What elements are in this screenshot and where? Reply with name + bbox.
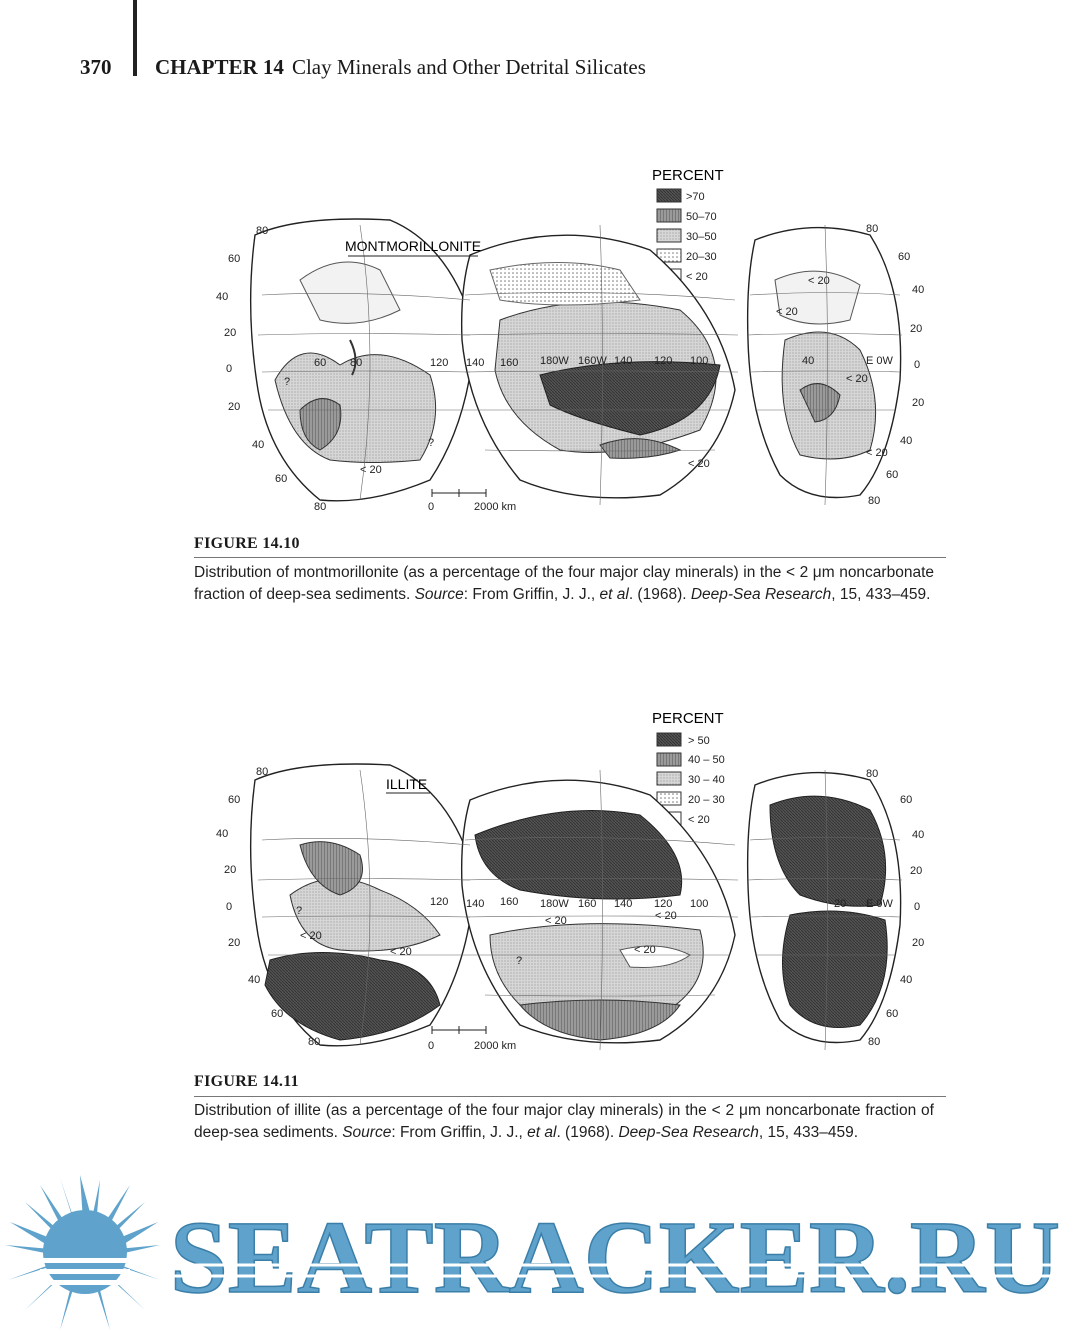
- lat-right-80-s: 80: [868, 495, 881, 507]
- lon-label-60: 60: [314, 357, 327, 369]
- question-mark: ?: [284, 376, 291, 388]
- lon-label-40: 40: [802, 355, 815, 367]
- caption-text: , 15, 433–459.: [758, 1124, 859, 1141]
- lat-left-20-s: 20: [228, 401, 241, 413]
- lat-left-80-n: 80: [256, 225, 269, 237]
- scale-bar: [428, 489, 516, 513]
- lon-label-120: 120: [430, 896, 449, 908]
- lat-left-80-s: 80: [314, 501, 327, 513]
- lat-left-40-s: 40: [248, 974, 261, 986]
- figure-rule: [194, 557, 946, 558]
- legend-label-2: 50–70: [686, 211, 717, 223]
- inline-label: < 20: [866, 447, 888, 459]
- legend-label-5: < 20: [688, 814, 710, 826]
- map-title: ILLITE: [386, 776, 428, 792]
- page-number: 370: [80, 55, 112, 79]
- legend-label-2: 40 – 50: [688, 754, 725, 766]
- map-montmorillonite: [0, 160, 1080, 520]
- scale-zero: 0: [428, 1040, 435, 1052]
- legend-title: PERCENT: [652, 710, 724, 727]
- caption-text: , 15, 433–459.: [831, 586, 931, 603]
- lat-left-40-n: 40: [216, 291, 229, 303]
- figure-montmorillonite: [0, 160, 1080, 640]
- figure-label: FIGURE 14.11: [194, 1073, 299, 1090]
- legend-title: PERCENT: [652, 167, 724, 184]
- caption-text: : From Griffin, J. J.,: [463, 586, 600, 603]
- lat-right-60-n: 60: [898, 251, 911, 263]
- lat-right-80-s: 80: [868, 1036, 881, 1048]
- caption-text: . (1968).: [556, 1124, 619, 1141]
- lat-right-20-s: 20: [912, 397, 925, 409]
- caption-journal: Deep-Sea Research: [618, 1124, 759, 1141]
- legend-swatch-1: [657, 189, 681, 202]
- lat-left-60-n: 60: [228, 253, 241, 265]
- lat-right-60-n: 60: [900, 794, 913, 806]
- lon-label-160: 160: [578, 898, 597, 910]
- lat-right-40-n: 40: [912, 284, 925, 296]
- inline-label: < 20: [655, 910, 677, 922]
- legend-swatch-3: [657, 772, 681, 785]
- lon-label-e0w: E 0W: [866, 355, 893, 367]
- header-rule: [133, 0, 137, 76]
- map-title: MONTMORILLONITE: [345, 238, 482, 254]
- lon-label-e0w: E 0W: [866, 898, 893, 910]
- lon-label-140: 140: [614, 355, 633, 367]
- lat-left-80-n: 80: [256, 766, 269, 778]
- lat-right-20-s: 20: [912, 937, 925, 949]
- lon-label-100: 100: [690, 898, 709, 910]
- figure-rule: [194, 1096, 946, 1097]
- lat-right-60-s: 60: [886, 469, 899, 481]
- scale-bar: [428, 1026, 516, 1052]
- caption-text: Distribution of montmorillonite (as a percentage of the four major clay minerals) in the < 2 μm noncarbonate fraction of deep-sea sediments.: [194, 564, 934, 603]
- lat-left-0: 0: [226, 901, 233, 913]
- lon-label-120: 120: [430, 357, 449, 369]
- lon-label-80: 80: [350, 357, 363, 369]
- lon-label-20: 20: [834, 898, 847, 910]
- sun-icon: [5, 1175, 160, 1330]
- scale-distance: 2000 km: [474, 1040, 517, 1052]
- lat-right-40-n: 40: [912, 829, 925, 841]
- map-illite: [0, 705, 1080, 1065]
- inline-label: < 20: [634, 944, 656, 956]
- inline-label: < 20: [688, 458, 710, 470]
- lat-left-60-s: 60: [275, 473, 288, 485]
- lat-right-0: 0: [914, 901, 921, 913]
- inline-label: < 20: [360, 464, 382, 476]
- lon-label-160w: 160W: [578, 355, 607, 367]
- watermark: [0, 1170, 1080, 1332]
- lat-right-80-n: 80: [866, 223, 879, 235]
- lat-left-20-n: 20: [224, 864, 237, 876]
- lat-left-20-n: 20: [224, 327, 237, 339]
- question-mark: ?: [296, 905, 303, 917]
- legend-swatch-2: [657, 209, 681, 222]
- legend-swatch-1: [657, 733, 681, 746]
- lon-label-160: 160: [500, 357, 519, 369]
- chapter-heading: [155, 55, 646, 80]
- lat-left-40-s: 40: [252, 439, 265, 451]
- legend-label-3: 30 – 40: [688, 774, 725, 786]
- inline-label: < 20: [545, 915, 567, 927]
- caption-etal: et al: [599, 586, 629, 603]
- inline-label: < 20: [846, 373, 868, 385]
- lon-label-120: 120: [654, 898, 673, 910]
- lon-label-100: 100: [690, 355, 709, 367]
- caption-text: Distribution of illite (as a percentage of the four major clay minerals) in the < 2 μm noncarbonate fraction of deep-sea sediments.: [194, 1102, 934, 1141]
- lat-right-40-s: 40: [900, 974, 913, 986]
- caption-text: : From Griffin, J. J.,: [391, 1124, 528, 1141]
- chapter-label: CHAPTER 14: [155, 55, 284, 79]
- lat-right-20-n: 20: [910, 865, 923, 877]
- question-mark: ?: [428, 437, 435, 449]
- lat-left-0: 0: [226, 363, 233, 375]
- scale-distance: 2000 km: [474, 501, 517, 513]
- lon-label-180w: 180W: [540, 898, 569, 910]
- watermark-text: SEATRACKER.RU: [170, 1200, 1060, 1315]
- lon-label-160: 160: [500, 896, 519, 908]
- legend-label-3: 30–50: [686, 231, 717, 243]
- legend-swatch-3: [657, 229, 681, 242]
- figure-label: FIGURE 14.10: [194, 535, 300, 552]
- lat-right-80-n: 80: [866, 768, 879, 780]
- caption-etal: et al: [527, 1124, 557, 1141]
- lon-label-140: 140: [466, 898, 485, 910]
- legend-swatch-4: [657, 792, 681, 805]
- legend-label-5: < 20: [686, 271, 708, 283]
- figure-caption: [194, 1100, 934, 1144]
- lat-left-60-s: 60: [271, 1008, 284, 1020]
- caption-journal: Deep-Sea Research: [690, 586, 832, 603]
- lon-label-140: 140: [614, 898, 633, 910]
- lat-left-40-n: 40: [216, 828, 229, 840]
- chapter-title: Clay Minerals and Other Detrital Silicates: [291, 55, 646, 79]
- legend-label-4: 20–30: [686, 251, 717, 263]
- figure-caption: [194, 562, 934, 606]
- scale-zero: 0: [428, 501, 435, 513]
- legend-label-4: 20 – 30: [688, 794, 725, 806]
- inline-label: < 20: [808, 275, 830, 287]
- inline-label: < 20: [300, 930, 322, 942]
- inline-label: < 20: [390, 946, 412, 958]
- caption-text: . (1968).: [628, 586, 691, 603]
- caption-source: Source: [342, 1124, 392, 1141]
- lat-right-40-s: 40: [900, 435, 913, 447]
- lat-right-20-n: 20: [910, 323, 923, 335]
- legend-swatch-2: [657, 753, 681, 766]
- legend-label-1: >70: [686, 191, 705, 203]
- legend-label-1: > 50: [688, 735, 710, 747]
- figure-illite: [0, 705, 1080, 1165]
- caption-source: Source: [414, 586, 464, 603]
- lon-label-120: 120: [654, 355, 673, 367]
- lon-label-180w: 180W: [540, 355, 569, 367]
- inline-label: < 20: [776, 306, 798, 318]
- question-mark: ?: [516, 955, 523, 967]
- lat-right-60-s: 60: [886, 1008, 899, 1020]
- lat-right-0: 0: [914, 359, 921, 371]
- lat-left-80-s: 80: [308, 1036, 321, 1048]
- lon-label-140: 140: [466, 357, 485, 369]
- lat-left-20-s: 20: [228, 937, 241, 949]
- lat-left-60-n: 60: [228, 794, 241, 806]
